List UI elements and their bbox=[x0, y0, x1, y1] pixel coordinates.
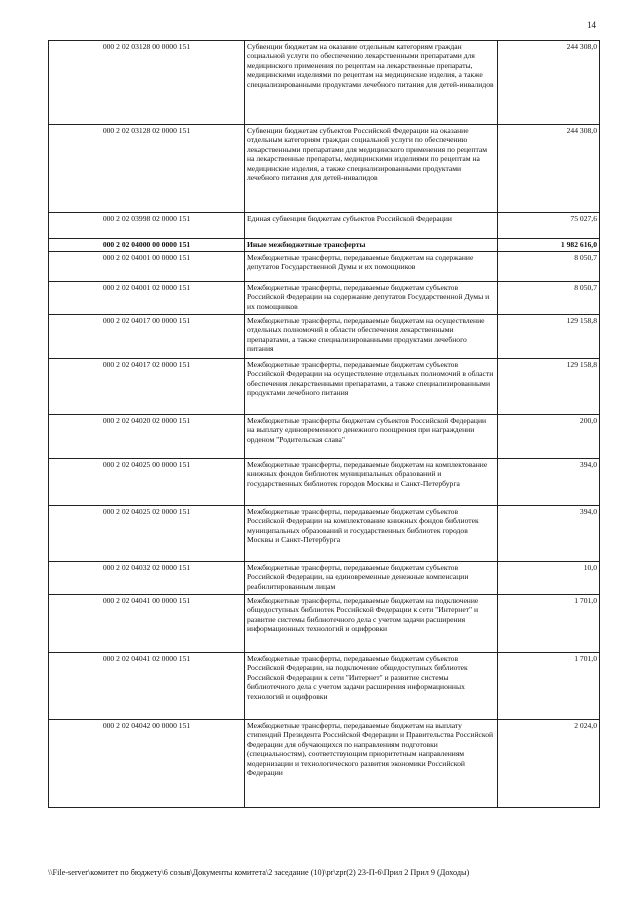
table-row bbox=[49, 282, 600, 315]
budget-code: 000 2 02 04025 02 0000 151 bbox=[49, 506, 245, 562]
budget-code: 000 2 02 03128 00 0000 151 bbox=[49, 41, 245, 125]
budget-item-name: Субвенции бюджетам субъектов Российской Федерации на оказание отдельным категориям граждан социальной услуги по обеспечению лекарственными препаратами для медицинского применения по рецептам на лекарственные препараты, медицинскими изделиями по рецептам на медицинские изделия, а также специализированными продуктами лечебного питания для детей-инвалидов bbox=[245, 125, 498, 213]
table-row bbox=[49, 720, 600, 808]
budget-code: 000 2 02 04025 00 0000 151 bbox=[49, 459, 245, 506]
table-row bbox=[49, 41, 600, 125]
table-row bbox=[49, 595, 600, 653]
budget-code: 000 2 02 04017 02 0000 151 bbox=[49, 359, 245, 415]
budget-amount: 2 024,0 bbox=[498, 720, 600, 808]
table-row-total bbox=[49, 239, 600, 252]
budget-item-name: Межбюджетные трансферты, передаваемые бюджетам субъектов Российской Федерации на содержание депутатов Государственной Думы и их помощников bbox=[245, 282, 498, 315]
page-number: 14 bbox=[587, 20, 596, 30]
table-row bbox=[49, 359, 600, 415]
budget-item-name: Межбюджетные трансферты, передаваемые бюджетам на выплату стипендий Президента Российской Федерации и Правительства Российской Федерации для обучающихся по направлениям подготовки (специальностям), соответствующим приоритетным направлениям модернизации и технологического развития экономики Российской Федерации bbox=[245, 720, 498, 808]
table-row bbox=[49, 459, 600, 506]
budget-amount: 200,0 bbox=[498, 415, 600, 459]
budget-item-name: Межбюджетные трансферты, передаваемые бюджетам на подключение общедоступных библиотек Российской Федерации к сети "Интернет" и развитие системы библиотечного дела с учетом задачи расширения информационных технологий и оцифровки bbox=[245, 595, 498, 653]
budget-amount: 8 050,7 bbox=[498, 282, 600, 315]
budget-item-name: Межбюджетные трансферты, передаваемые бюджетам на содержание депутатов Государственной Думы и их помощников bbox=[245, 252, 498, 282]
budget-code: 000 2 02 04020 02 0000 151 bbox=[49, 415, 245, 459]
budget-item-name: Межбюджетные трансферты, передаваемые бюджетам субъектов Российской Федерации на осуществление отдельных полномочий в области обеспечения лекарственными препаратами, а также специализированными продуктами лечебного питания bbox=[245, 359, 498, 415]
table-row bbox=[49, 252, 600, 282]
budget-amount: 10,0 bbox=[498, 562, 600, 595]
table-row bbox=[49, 506, 600, 562]
budget-amount: 244 308,0 bbox=[498, 41, 600, 125]
budget-code: 000 2 02 04041 00 0000 151 bbox=[49, 595, 245, 653]
table-row bbox=[49, 653, 600, 720]
budget-amount: 244 308,0 bbox=[498, 125, 600, 213]
table-row bbox=[49, 415, 600, 459]
budget-item-name: Межбюджетные трансферты, передаваемые бюджетам на комплектование книжных фондов библиотек муниципальных образований и государственных библиотек городов Москвы и Санкт-Петербурга bbox=[245, 459, 498, 506]
budget-item-name: Межбюджетные трансферты, передаваемые бюджетам субъектов Российской Федерации на комплектование книжных фондов библиотек муниципальных образований и государственных библиотек городов Москвы и Санкт-Петербурга bbox=[245, 506, 498, 562]
budget-amount: 75 027,6 bbox=[498, 213, 600, 239]
footer-file-path: \\File-server\комитет по бюджету\6 созыв\Документы комитета\2 заседание (10)\pr\zpr(2) 23-П-6\Прил 2 Прил 9 (Доходы) bbox=[48, 868, 470, 877]
budget-item-name: Межбюджетные трансферты бюджетам субъектов Российской Федерации на выплату единовременного денежного поощрения при награждении орденом "Родительская слава" bbox=[245, 415, 498, 459]
budget-item-name: Межбюджетные трансферты, передаваемые бюджетам на осуществление отдельных полномочий в области обеспечения лекарственными препаратами, а также специализированными продуктами лечебного питания bbox=[245, 315, 498, 359]
budget-amount: 1 982 616,0 bbox=[498, 239, 600, 252]
budget-amount: 129 158,8 bbox=[498, 315, 600, 359]
budget-code: 000 2 02 04000 00 0000 151 bbox=[49, 239, 245, 252]
table-row bbox=[49, 315, 600, 359]
budget-code: 000 2 02 04041 02 0000 151 bbox=[49, 653, 245, 720]
budget-code: 000 2 02 04001 02 0000 151 bbox=[49, 282, 245, 315]
budget-table bbox=[48, 40, 600, 808]
budget-item-name: Межбюджетные трансферты, передаваемые бюджетам субъектов Российской Федерации, на единовременные денежные компенсации реабилитированным лицам bbox=[245, 562, 498, 595]
table-row bbox=[49, 125, 600, 213]
budget-amount: 1 701,0 bbox=[498, 595, 600, 653]
budget-item-name: Субвенции бюджетам на оказание отдельным категориям граждан социальной услуги по обеспечению лекарственными препаратами для медицинского применения по рецептам на лекарственные препараты, медицинскими изделиями по рецептам на медицинские изделия, а также специализированными продуктами лечебного питания для детей-инвалидов bbox=[245, 41, 498, 125]
budget-item-name: Единая субвенция бюджетам субъектов Российской Федерации bbox=[245, 213, 498, 239]
budget-code: 000 2 02 04017 00 0000 151 bbox=[49, 315, 245, 359]
budget-amount: 394,0 bbox=[498, 506, 600, 562]
budget-amount: 394,0 bbox=[498, 459, 600, 506]
budget-code: 000 2 02 03128 02 0000 151 bbox=[49, 125, 245, 213]
table-row bbox=[49, 213, 600, 239]
budget-amount: 129 158,8 bbox=[498, 359, 600, 415]
budget-code: 000 2 02 03998 02 0000 151 bbox=[49, 213, 245, 239]
budget-code: 000 2 02 04032 02 0000 151 bbox=[49, 562, 245, 595]
budget-amount: 8 050,7 bbox=[498, 252, 600, 282]
budget-code: 000 2 02 04042 00 0000 151 bbox=[49, 720, 245, 808]
budget-code: 000 2 02 04001 00 0000 151 bbox=[49, 252, 245, 282]
table-row bbox=[49, 562, 600, 595]
budget-item-name: Межбюджетные трансферты, передаваемые бюджетам субъектов Российской Федерации, на подключение общедоступных библиотек Российской Федерации к сети "Интернет" и развитие системы библиотечного дела с учетом задачи расширения информационных технологий и оцифровки bbox=[245, 653, 498, 720]
budget-item-name: Иные межбюджетные трансферты bbox=[245, 239, 498, 252]
budget-amount: 1 701,0 bbox=[498, 653, 600, 720]
